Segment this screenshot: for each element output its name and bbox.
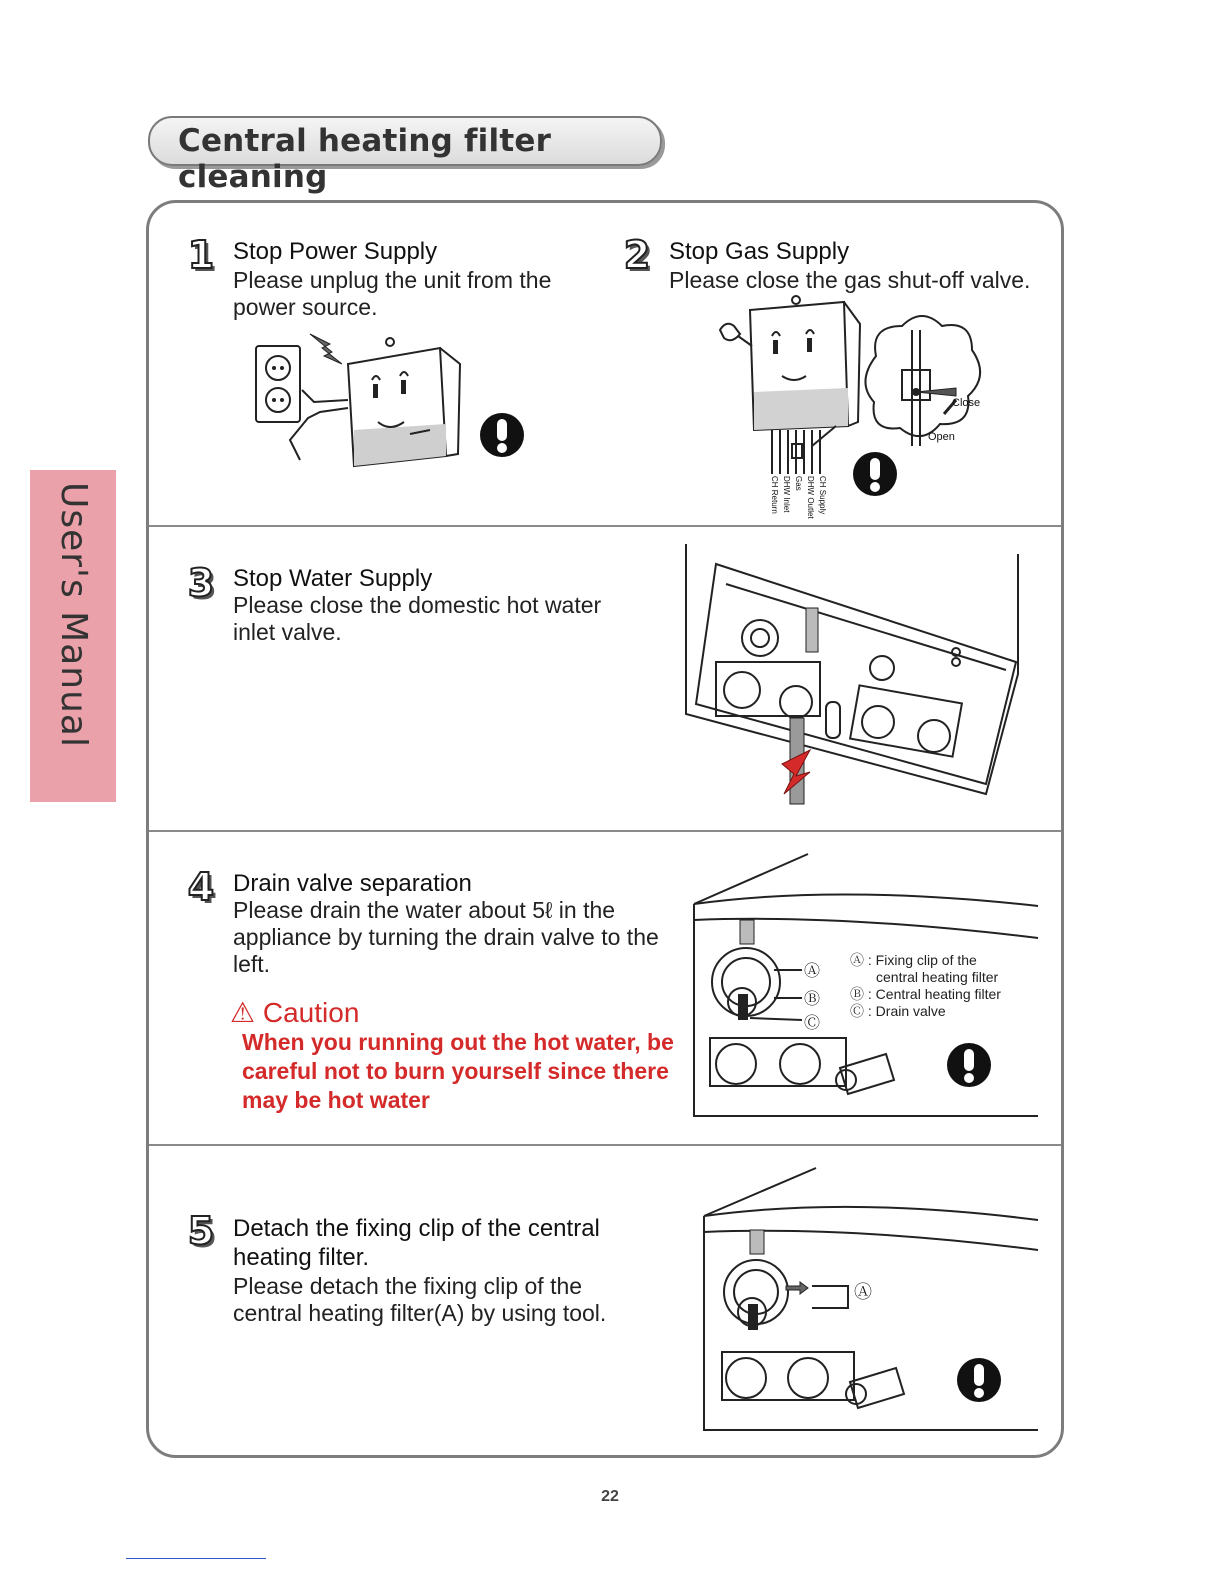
caution-heading	[230, 996, 359, 1029]
valve-close-label: Close	[952, 397, 981, 409]
section-title-pill	[148, 116, 662, 195]
valve-open-label: Open	[928, 431, 955, 443]
caution-label: Caution	[262, 997, 360, 1028]
step-number-badge: 5	[187, 1209, 215, 1253]
exclamation-icon	[851, 450, 899, 498]
step-description: Please detach the fixing clip of the central heating filter(A) by using tool.	[233, 1273, 607, 1326]
step-title: Stop Power Supply	[233, 238, 438, 265]
pipe-label: DHW Outlet	[806, 476, 815, 519]
step-title: Stop Gas Supply	[669, 238, 850, 265]
step-number-badge: 1	[187, 233, 215, 277]
section-divider	[149, 525, 1061, 527]
callout-c: Ⓒ	[804, 1013, 821, 1032]
callout-a: Ⓐ	[804, 961, 821, 980]
legend-item: central heating filter	[876, 969, 999, 985]
step-description: Please drain the water about 5ℓ in the appliance by turning the drain valve to the left.	[233, 897, 659, 977]
pipe-label: DHW Inlet	[782, 476, 791, 513]
step-title: Detach the fixing clip of the central heating filter.	[233, 1215, 600, 1271]
water-inlet-illustration	[686, 544, 1026, 806]
legend-item: Ⓒ : Drain valve	[850, 1003, 946, 1019]
step-number-badge: 4	[187, 865, 215, 909]
page-number: 22	[601, 1488, 619, 1505]
step-title: Stop Water Supply	[233, 565, 433, 592]
pipe-label: CH Return	[770, 476, 779, 514]
side-tab	[30, 470, 116, 802]
side-tab-label: User's Manual	[53, 482, 94, 748]
step-title: Drain valve separation	[233, 870, 472, 897]
footer-rule	[126, 1558, 266, 1559]
legend-item: Ⓑ : Central heating filter	[850, 986, 1001, 1002]
exclamation-icon	[945, 1041, 993, 1089]
drain-legend	[850, 952, 1001, 1020]
exclamation-icon	[955, 1356, 1003, 1404]
pipe-label: Gas	[794, 476, 803, 491]
unplug-illustration	[250, 330, 470, 480]
callout-a: Ⓐ	[854, 1282, 872, 1303]
warning-triangle-icon: ⚠	[230, 997, 256, 1028]
legend-item: Ⓐ : Fixing clip of the	[850, 952, 977, 968]
step-description: Please close the gas shut-off valve.	[669, 267, 1031, 293]
step-number-badge: 3	[187, 561, 215, 605]
page-title: Central heating filter cleaning	[178, 123, 552, 195]
exclamation-icon	[478, 411, 526, 459]
step-description: Please unplug the unit from the power source.	[233, 267, 552, 320]
section-divider	[149, 830, 1061, 832]
callout-b: Ⓑ	[804, 989, 821, 1008]
step-number-badge: 2	[623, 233, 651, 277]
pipe-label: CH Supply	[818, 476, 827, 515]
step-description: Please close the domestic hot water inlet valve.	[233, 592, 602, 645]
section-divider	[149, 1144, 1061, 1146]
caution-text: When you running out the hot water, be careful not to burn yourself since there may be hot water	[242, 1029, 674, 1113]
